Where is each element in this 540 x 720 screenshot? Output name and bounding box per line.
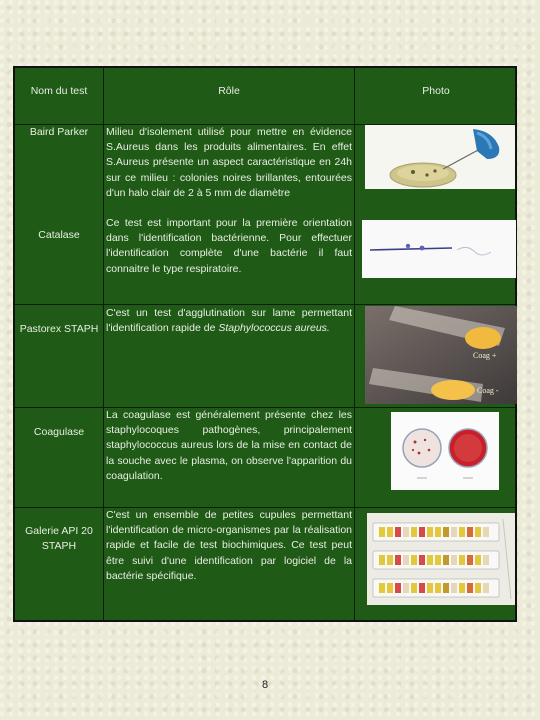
pastorex-role-species: Staphylococcus aureus. (218, 322, 330, 335)
test-role-coagulase: La coagulase est généralement présente chez les staphylocoques pathogènes, principalement staphylococcus aureus lors de la mise en contact de la souche avec le plasma, on observe l'apparition du coagulation. (106, 409, 352, 482)
test-name-baird-parker: Baird Parker (29, 126, 89, 138)
test-name-catalase: Catalase (38, 229, 80, 241)
catalase-photo (362, 220, 516, 278)
page-number: 8 (262, 679, 269, 691)
coag-negative-label: Coag - (477, 386, 499, 395)
pastorex-photo (365, 306, 517, 404)
column-divider (354, 68, 355, 620)
coagulase-photo (391, 412, 499, 490)
galerie-api-photo (367, 513, 515, 605)
test-name-galerie-api: Galerie API 20 STAPH (25, 525, 93, 553)
baird-parker-photo (365, 125, 515, 189)
test-role-catalase: Ce test est important pour la première orientation dans l'identification bactérienne. Pour effectuer l'identification complète d'une bactérie il faut connaitre le type respiratoire. (106, 217, 352, 275)
column-divider (103, 68, 104, 620)
header-role: Rôle (218, 85, 240, 97)
header-name: Nom du test (30, 85, 88, 97)
test-role-galerie-api: C'est un ensemble de petites cupules permettant l'identification de micro-organismes par la réalisation rapide et facile de test biochimiques. Ce test peut être suivi d'une identification par logiciel de la bactérie spécifique. (106, 509, 352, 582)
tests-table (13, 66, 517, 622)
coag-positive-label: Coag + (473, 351, 497, 360)
test-role-pastorex (106, 306, 352, 336)
pastorex-role-text: C'est un test d'agglutination sur lame permettant l'identification rapide de (106, 307, 352, 335)
test-name-coagulase: Coagulase (33, 426, 85, 438)
test-role-baird-parker: Milieu d'isolement utilisé pour mettre en évidence S.Aureus dans les produits alimentaires. En effet S.Aureus présente un aspect caractéristique en 24h sur ce milieu : colonies noires brillantes, entourées d'un halo clair de 2 à 5 mm de diamètre (106, 126, 352, 199)
test-name-pastorex: Pastorex STAPH (19, 323, 99, 335)
header-photo: Photo (422, 85, 450, 97)
row-divider (15, 304, 515, 305)
